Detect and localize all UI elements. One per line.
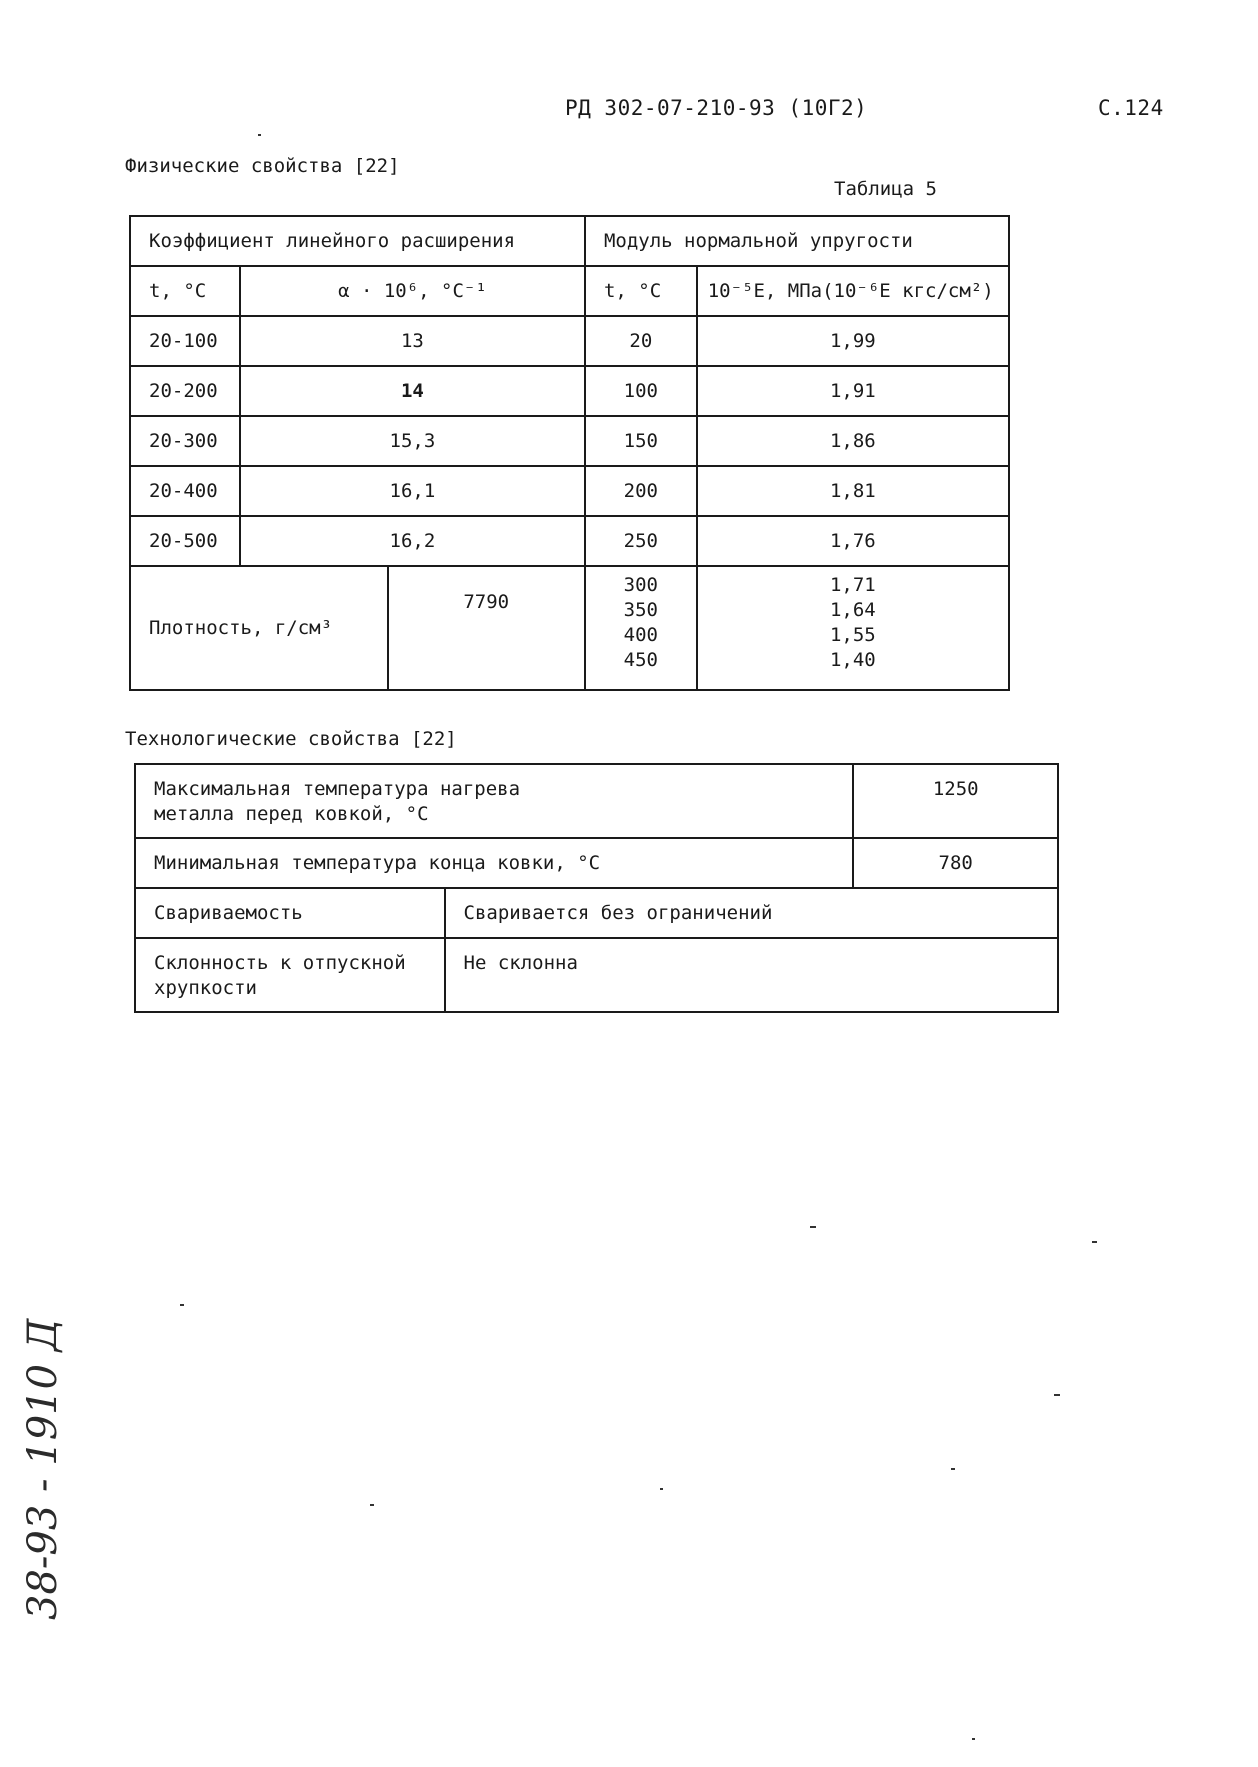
table-row [135, 764, 1058, 838]
table-row [130, 516, 1009, 566]
temp-value: 100 [585, 366, 697, 416]
col-alpha: α · 10⁶, °С⁻¹ [240, 266, 585, 316]
extra-temps: 300 350 400 450 [585, 566, 697, 690]
modulus-value: 1,99 [697, 316, 1009, 366]
table-row [130, 566, 1009, 690]
col-modulus: 10⁻⁵E, МПа(10⁻⁶E кгс/см²) [697, 266, 1009, 316]
temp-range: 20-100 [130, 316, 240, 366]
physical-properties-table [129, 215, 1010, 691]
scan-speck [1092, 1241, 1097, 1243]
modulus-value: 1,81 [697, 466, 1009, 516]
handwritten-margin-note: 38-93 - 1910 Д [20, 1318, 66, 1620]
scan-speck [258, 134, 261, 136]
tech-properties-table [134, 763, 1059, 1013]
temper-brittleness-value: Не склонна [445, 938, 1058, 1012]
density-value: 7790 [388, 566, 585, 690]
physical-properties-title: Физические свойства [22] [125, 155, 400, 177]
table-row [135, 938, 1058, 1012]
scan-speck [951, 1468, 955, 1470]
document-code: РД 302-07-210-93 (10Г2) [565, 96, 868, 120]
scan-speck [972, 1738, 975, 1740]
table-row [130, 416, 1009, 466]
min-forging-temp-label: Минимальная температура конца ковки, °С [135, 838, 853, 888]
temper-brittleness-label: Склонность к отпускной хрупкости [135, 938, 445, 1012]
weldability-value: Сваривается без ограничений [445, 888, 1058, 938]
scan-speck [370, 1504, 374, 1506]
max-forging-temp-label: Максимальная температура нагрева металла перед ковкой, °С [135, 764, 853, 838]
alpha-value: 16,2 [240, 516, 585, 566]
table-row [130, 366, 1009, 416]
table-label: Таблица 5 [834, 178, 937, 200]
temp-value: 200 [585, 466, 697, 516]
tech-properties-title: Технологические свойства [22] [125, 728, 457, 750]
temp-range: 20-500 [130, 516, 240, 566]
alpha-value: 15,3 [240, 416, 585, 466]
col-temp-range: t, °С [130, 266, 240, 316]
scan-speck [1054, 1394, 1060, 1396]
table-row [130, 466, 1009, 516]
page-number: С.124 [1098, 96, 1164, 120]
alpha-value: 14 [240, 366, 585, 416]
table-row [135, 838, 1058, 888]
temp-range: 20-300 [130, 416, 240, 466]
weldability-label: Свариваемость [135, 888, 445, 938]
alpha-value: 16,1 [240, 466, 585, 516]
density-label: Плотность, г/см³ [130, 566, 388, 690]
min-forging-temp-value: 780 [853, 838, 1058, 888]
elastic-modulus-header: Модуль нормальной упругости [585, 216, 1009, 266]
temp-value: 250 [585, 516, 697, 566]
modulus-value: 1,86 [697, 416, 1009, 466]
temp-range: 20-400 [130, 466, 240, 516]
temp-value: 150 [585, 416, 697, 466]
scan-speck [810, 1226, 816, 1228]
temp-range: 20-200 [130, 366, 240, 416]
table-row [130, 316, 1009, 366]
scan-speck [660, 1488, 663, 1490]
table-row [135, 888, 1058, 938]
modulus-value: 1,76 [697, 516, 1009, 566]
col-temp: t, °С [585, 266, 697, 316]
thermal-expansion-header: Коэффициент линейного расширения [130, 216, 585, 266]
modulus-value: 1,91 [697, 366, 1009, 416]
extra-moduli: 1,71 1,64 1,55 1,40 [697, 566, 1009, 690]
max-forging-temp-value: 1250 [853, 764, 1058, 838]
scan-speck [180, 1304, 184, 1306]
alpha-value: 13 [240, 316, 585, 366]
temp-value: 20 [585, 316, 697, 366]
